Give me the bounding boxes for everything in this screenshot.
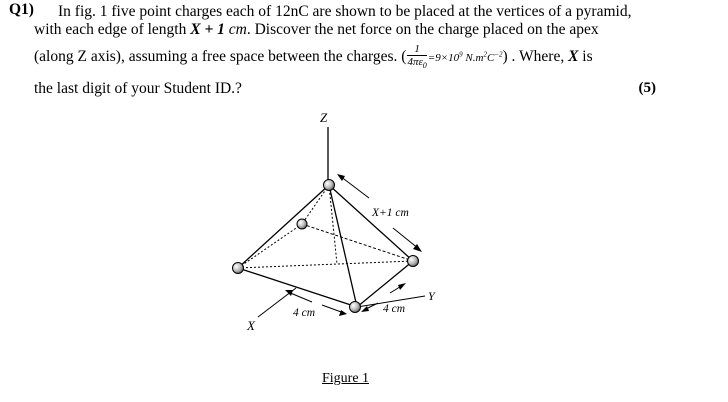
- edge-apex-right: [329, 185, 413, 261]
- base-right-arrowhead-2: [398, 283, 406, 290]
- charge-right: [408, 256, 419, 267]
- edge-apex-front: [329, 185, 357, 307]
- line2-unit: cm: [224, 21, 247, 38]
- charge-back: [297, 219, 307, 229]
- constant-exponent: 9: [459, 50, 463, 59]
- marks-label: (5): [638, 80, 656, 96]
- hidden-edge-apex-back: [302, 185, 329, 224]
- constant-units-exp: 2: [483, 50, 487, 59]
- base-left-arrowhead-2: [339, 310, 347, 316]
- line2-variable: X + 1: [190, 21, 225, 38]
- line3-text-c: is: [578, 48, 593, 66]
- charge-apex: [324, 180, 335, 191]
- constant-value-text: =9×10: [427, 52, 460, 65]
- denominator-subscript: 0: [422, 61, 427, 71]
- line2-text-a: with each edge of length: [34, 21, 191, 38]
- constant-units-c-exp: −2: [494, 50, 503, 59]
- line2-text-b: . Discover the net force on the charge placed on the apex: [246, 21, 599, 38]
- line1-text: In fig. 1 five point charges each of 12nC are shown to be placed at the vertices of a pyramid,: [58, 3, 632, 20]
- base-length-label-left: 4 cm: [293, 307, 316, 319]
- hidden-base-diagonal: [238, 261, 413, 268]
- constant-units: N.m: [462, 52, 484, 65]
- line4-text: the last digit of your Student ID.?: [34, 80, 242, 97]
- edge-length-arrow-top: [340, 176, 369, 198]
- hidden-edge-back-right: [302, 224, 413, 261]
- denominator-text: 4πε: [407, 56, 423, 68]
- base-length-label-right: 4 cm: [383, 303, 406, 315]
- axis-x-label: X: [247, 318, 255, 333]
- edge-apex-left: [238, 185, 329, 268]
- line3-variable: X: [568, 48, 579, 66]
- edge-base-left-front: [238, 268, 357, 307]
- line3-text-a: (along Z axis), assuming a free space between the charges. (: [34, 48, 407, 66]
- fraction-numerator: 1: [407, 43, 426, 56]
- hidden-axis-extension: [329, 185, 337, 264]
- constant-units-c: C: [486, 52, 495, 65]
- axis-y-label: Y: [428, 289, 435, 303]
- figure-caption: Figure 1: [322, 371, 370, 386]
- edge-length-label: X+1 cm: [372, 207, 409, 219]
- charge-left: [233, 263, 244, 274]
- charge-front: [350, 302, 361, 313]
- axis-z-label: Z: [320, 110, 328, 125]
- line3-text-b: ) . Where,: [502, 48, 569, 66]
- edge-length-arrowhead-top: [337, 174, 345, 181]
- hidden-edge-back-left: [238, 224, 302, 268]
- base-right-arrowhead-1: [361, 306, 369, 312]
- question-number: Q1): [9, 1, 34, 18]
